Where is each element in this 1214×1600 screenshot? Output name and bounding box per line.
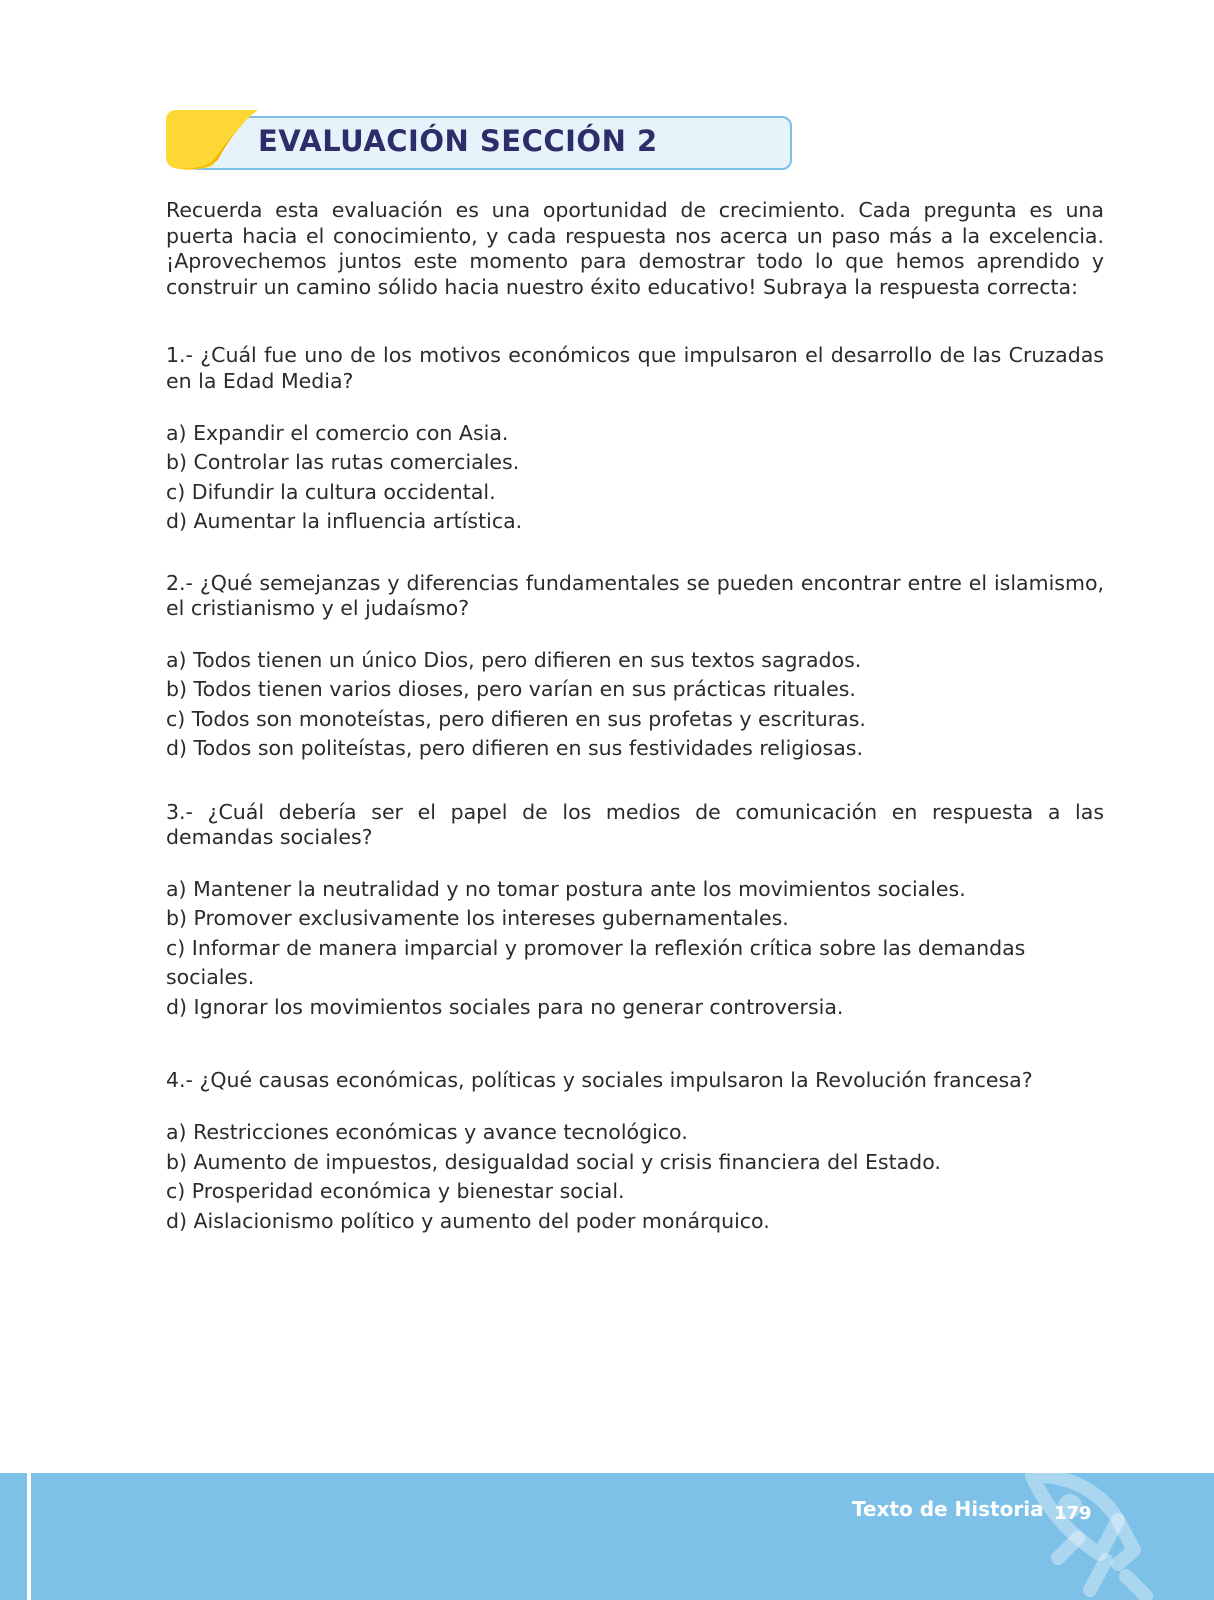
header-accent-shape bbox=[166, 108, 266, 174]
option-a[interactable]: a) Expandir el comercio con Asia. bbox=[166, 420, 509, 445]
option-c[interactable]: c) Informar de manera imparcial y promover la reflexión crítica sobre las demandas sociales. bbox=[166, 935, 1026, 990]
footer-book-title: Texto de Historia bbox=[852, 1497, 1044, 1521]
question-block-1 bbox=[166, 343, 1104, 536]
question-block-2 bbox=[166, 571, 1104, 764]
section-header bbox=[166, 108, 796, 174]
option-d[interactable]: d) Ignorar los movimientos sociales para no generar controversia. bbox=[166, 994, 844, 1019]
option-b[interactable]: b) Promover exclusivamente los intereses gubernamentales. bbox=[166, 906, 789, 931]
question-block-4 bbox=[166, 1068, 1104, 1236]
option-b[interactable]: b) Todos tienen varios dioses, pero varían en sus prácticas rituales. bbox=[166, 677, 856, 702]
option-a[interactable]: a) Todos tienen un único Dios, pero difieren en sus textos sagrados. bbox=[166, 647, 862, 672]
option-d[interactable]: d) Aumentar la influencia artística. bbox=[166, 509, 523, 534]
options-list bbox=[166, 875, 1104, 1023]
question-text: 4.- ¿Qué causas económicas, políticas y sociales impulsaron la Revolución francesa? bbox=[166, 1068, 1033, 1093]
option-b[interactable]: b) Aumento de impuestos, desigualdad social y crisis financiera del Estado. bbox=[166, 1149, 941, 1174]
option-a[interactable]: a) Restricciones económicas y avance tecnológico. bbox=[166, 1120, 688, 1145]
page-title: EVALUACIÓN SECCIÓN 2 bbox=[258, 124, 658, 158]
options-list bbox=[166, 419, 1104, 537]
question-text: 2.- ¿Qué semejanzas y diferencias fundamentales se pueden encontrar entre el islamismo, el cristianismo y el judaísmo? bbox=[166, 570, 1104, 621]
question-block-3 bbox=[166, 800, 1104, 1023]
options-list bbox=[166, 1118, 1104, 1236]
option-d[interactable]: d) Todos son politeístas, pero difieren en sus festividades religiosas. bbox=[166, 736, 863, 761]
intro-paragraph: Recuerda esta evaluación es una oportunidad de crecimiento. Cada pregunta es una puerta hacia el conocimiento, y cada respuesta nos acerca un paso más a la excelencia. ¡Aprovechemos juntos este momento para demostrar todo lo que hemos aprendido y construir un camino sólido hacia nuestro éxito educativo! Subraya la respuesta correcta: bbox=[166, 198, 1104, 299]
option-b[interactable]: b) Controlar las rutas comerciales. bbox=[166, 450, 520, 475]
option-c[interactable]: c) Prosperidad económica y bienestar social. bbox=[166, 1179, 625, 1204]
option-c[interactable]: c) Difundir la cultura occidental. bbox=[166, 479, 496, 504]
evaluation-content bbox=[166, 198, 1104, 1236]
option-a[interactable]: a) Mantener la neutralidad y no tomar postura ante los movimientos sociales. bbox=[166, 876, 966, 901]
option-c[interactable]: c) Todos son monoteístas, pero difieren en sus profetas y escrituras. bbox=[166, 706, 866, 731]
page-number: 179 bbox=[1054, 1503, 1092, 1524]
rocket-icon bbox=[1018, 1468, 1168, 1600]
question-text: 3.- ¿Cuál debería ser el papel de los medios de comunicación en respuesta a las demandas sociales? bbox=[166, 799, 1104, 850]
question-text: 1.- ¿Cuál fue uno de los motivos económicos que impulsaron el desarrollo de las Cruzadas en la Edad Media? bbox=[166, 343, 1104, 393]
options-list bbox=[166, 646, 1104, 764]
footer-divider bbox=[27, 1473, 31, 1600]
option-d[interactable]: d) Aislacionismo político y aumento del poder monárquico. bbox=[166, 1208, 770, 1233]
